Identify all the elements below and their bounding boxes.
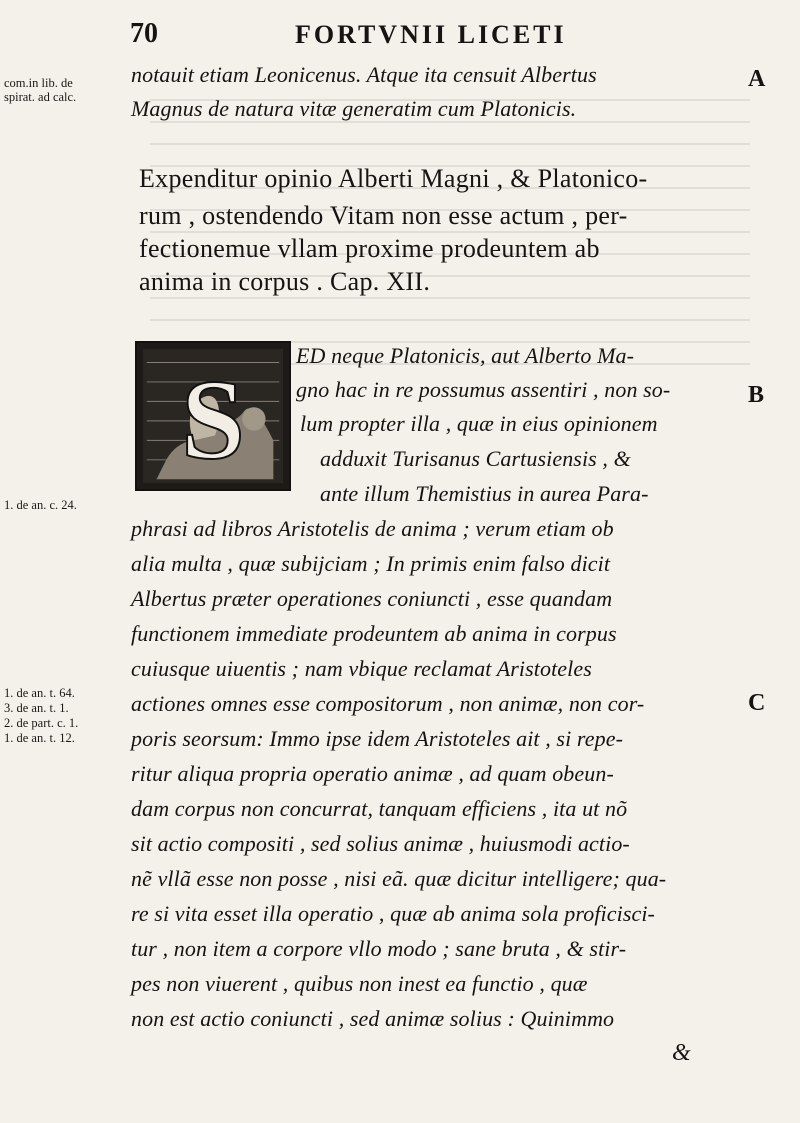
body-line: actiones omnes esse compositorum , non animæ, non cor- [131, 691, 645, 716]
margin-note-line: 1. de an. c. 24. [4, 498, 77, 512]
margin-note-com-in-lib [4, 76, 76, 104]
margin-note-line: spirat. ad calc. [4, 90, 77, 104]
initial-letter: S [181, 355, 245, 483]
body-line: Albertus præter operationes coniuncti , esse quandam [131, 586, 613, 611]
body-line: poris seorsum: Immo ipse idem Aristoteles ait , si repe- [131, 726, 624, 751]
margin-note-references [4, 686, 78, 746]
chapter-heading-line: rum , ostendendo Vitam non esse actum , per- [139, 201, 628, 230]
body-line: tur , non item a corpore vllo modo ; sane bruta , & stir- [131, 936, 627, 961]
body-line: sit actio compositi , sed solius animæ , huiusmodi actio- [131, 831, 630, 856]
decorated-initial [135, 341, 291, 491]
margin-note-line: 1. de an. t. 12. [4, 731, 75, 745]
margin-note-line: 3. de an. t. 1. [4, 701, 69, 715]
margin-letter-a: A [748, 66, 766, 92]
margin-letter-b: B [748, 382, 765, 408]
margin-note-line: 2. de part. c. 1. [4, 716, 79, 730]
margin-note-line: 1. de an. t. 64. [4, 686, 75, 700]
body-line: phrasi ad libros Aristotelis de anima ; verum etiam ob [131, 516, 614, 541]
body-line: dam corpus non concurrat, tanquam efficiens , ita ut nõ [131, 796, 628, 821]
chapter-heading-line: anima in corpus . Cap. XII. [139, 267, 431, 296]
body-line: lum propter illa , quæ in eius opinionem [300, 411, 658, 436]
body-line: ante illum Themistius in aurea Para- [320, 481, 649, 506]
body-line: alia multa , quæ subijciam ; In primis enim falso dicit [131, 551, 611, 576]
intro-line: notauit etiam Leonicenus. Atque ita censuit Albertus [131, 62, 597, 87]
page-number: 70 [130, 18, 158, 49]
body-line: nẽ vllã esse non posse , nisi eã. quæ dicitur intelligere; qua- [131, 866, 667, 891]
chapter-heading-line: fectionemue vllam proxime prodeuntem ab [139, 234, 600, 263]
body-line: re si vita esset illa operatio , quæ ab anima sola proficisci- [131, 901, 655, 926]
body-line: non est actio coniuncti , sed animæ solius : Quinimmo [131, 1006, 615, 1031]
body-line: functionem immediate prodeuntem ab anima in corpus [131, 621, 617, 646]
body-line: gno hac in re possumus assentiri , non so- [296, 377, 671, 402]
margin-note-de-an-24 [4, 498, 77, 512]
body-line: adduxit Turisanus Cartusiensis , & [320, 446, 631, 471]
page-header [130, 18, 770, 52]
margin-letter-c: C [748, 690, 766, 716]
body-line: pes non viuerent , quibus non inest ea functio , quæ [131, 971, 588, 996]
body-line: cuiusque uiuentis ; nam vbique reclamat Aristoteles [131, 656, 592, 681]
body-line: ritur aliqua propria operatio animæ , ad quam obeun- [131, 761, 614, 786]
woodcut-initial-s-picture [137, 343, 289, 489]
chapter-heading-line: Expenditur opinio Alberti Magni , & Platonico- [139, 164, 648, 193]
margin-note-line: com.in lib. de [4, 76, 73, 90]
intro-line: Magnus de natura vitæ generatim cum Platonicis. [131, 96, 577, 121]
catchword: & [672, 1040, 691, 1066]
body-line: ED neque Platonicis, aut Alberto Ma- [296, 343, 635, 368]
running-title: FORTVNII LICETI [295, 20, 567, 49]
